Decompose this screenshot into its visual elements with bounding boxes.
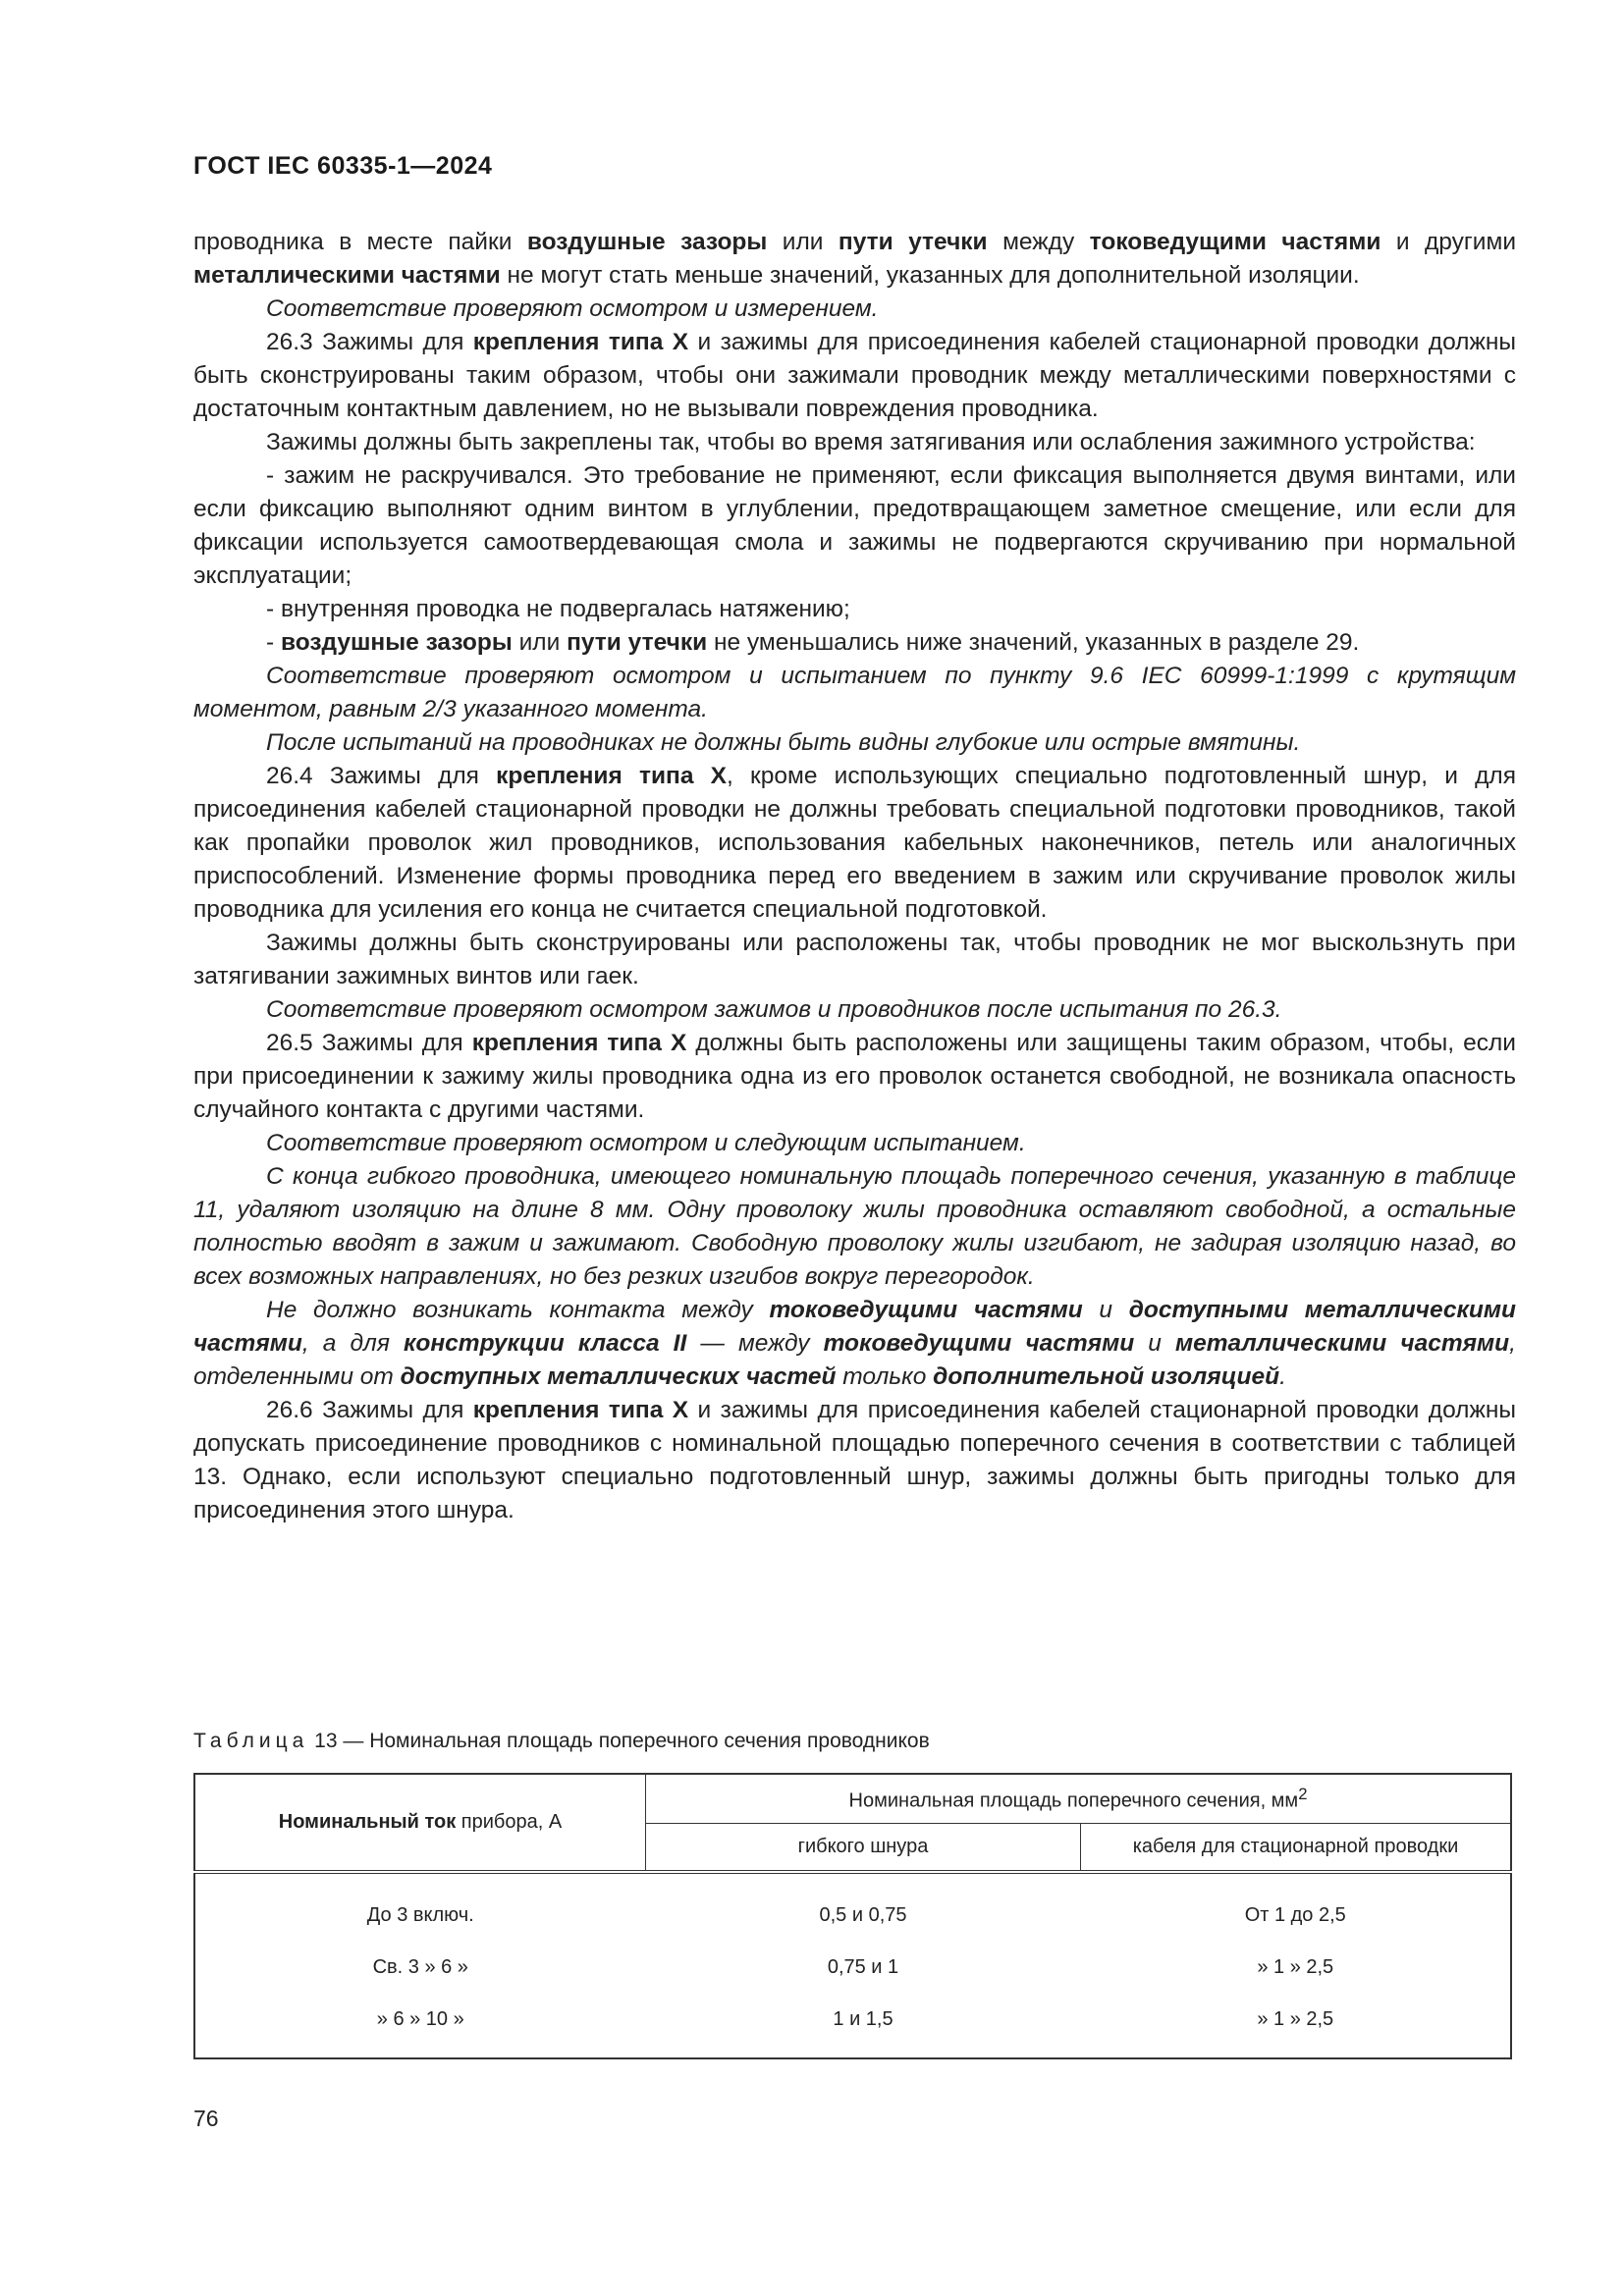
table-cell: 0,75 и 1: [827, 1956, 899, 1978]
test-description: С конца гибкого проводника, имеющего номинальную площадь поперечного сечения, указанную в таблице 11, удаляют изоляцию на длине 8 мм. Одну проволоку жилы проводника оставляют свободной, а остальные полностью вводят в зажим и зажимают. Свободную проволоку жилы изгибают, не задирая изоляцию назад, во всех возможных направлениях, но без резких изгибов вокруг перегородок.: [193, 1163, 1516, 1290]
table-row: [194, 1994, 1511, 2058]
table-cell: » 1 » 2,5: [1257, 1956, 1334, 1978]
compliance-note: Соответствие проверяют осмотром зажимов и проводников после испытания по 26.3.: [266, 996, 1282, 1023]
compliance-note: Соответствие проверяют осмотром и следующим испытанием.: [266, 1130, 1026, 1156]
list-item: - воздушные зазоры или пути утечки не уменьшались ниже значений, указанных в разделе 29.: [266, 629, 1360, 656]
document-body: [193, 226, 1516, 1527]
column-header-current: Номинальный ток прибора, А: [194, 1774, 646, 1872]
clause-26-6: 26.6 Зажимы для крепления типа X и зажимы для присоединения кабелей стационарной проводки должны допускать присоединение проводников с номинальной площадью поперечного сечения в соответствии с таблицей 13. Однако, если используют специально подготовленный шнур, зажимы должны быть пригодны только для присоединения этого шнура.: [193, 1397, 1516, 1523]
paragraph: проводника в месте пайки воздушные зазоры или пути утечки между токоведущими частями и другими металлическими частями не могут стать меньше значений, указанных для дополнительной изоляции.: [193, 229, 1517, 289]
clause-26-5: 26.5 Зажимы для крепления типа X должны быть расположены или защищены таким образом, чтобы, если при присоединении к зажиму жилы проводника одна из его проволок останется свободной, не возникала опасность случайного контакта с другими частями.: [193, 1030, 1516, 1123]
test-requirement: Не должно возникать контакта между токоведущими частями и доступными металлическими частями, а для конструкции класса II — между токоведущими частями и металлическими частями, отделенными от доступных металлических частей только дополнительной изоляцией.: [193, 1297, 1516, 1390]
table-cell: Св. 3 » 6 »: [372, 1956, 468, 1978]
clause-26-3: 26.3 Зажимы для крепления типа X и зажимы для присоединения кабелей стационарной проводки должны быть сконструированы таким образом, чтобы они зажимали проводник между металлическими поверхностями с достаточным контактным давлением, но не вызывали повреждения проводника.: [193, 329, 1516, 422]
table-cell: До 3 включ.: [366, 1904, 474, 1926]
table-caption: Таблица 13 — Номинальная площадь поперечного сечения проводников: [193, 1730, 930, 1752]
list-item: - внутренняя проводка не подвергалась натяжению;: [266, 596, 850, 622]
clause-26-4: 26.4 Зажимы для крепления типа X, кроме использующих специально подготовленный шнур, и для присоединения кабелей стационарной проводки не должны требовать специальной подготовки проводников, такой как пропайки проволок жил проводников, использования кабельных наконечников, петель или аналогичных приспособлений. Изменение формы проводника перед его введением в зажим или скручивание проволок жилы проводника для усиления его конца не считается специальной подготовкой.: [193, 763, 1516, 923]
table-13: [193, 1773, 1512, 2059]
compliance-note: Соответствие проверяют осмотром и испытанием по пункту 9.6 IEC 60999-1:1999 с крутящим моментом, равным 2/3 указанного момента.: [193, 663, 1516, 722]
table-cell: От 1 до 2,5: [1244, 1904, 1346, 1926]
paragraph: Зажимы должны быть закреплены так, чтобы во время затягивания или ослабления зажимного устройства:: [266, 429, 1476, 455]
column-header-fixed-wiring: кабеля для стационарной проводки: [1081, 1823, 1512, 1872]
table-cell: » 6 » 10 »: [376, 2008, 464, 2030]
table-cell: 1 и 1,5: [833, 2008, 893, 2030]
paragraph: Зажимы должны быть сконструированы или расположены так, чтобы проводник не мог выскользнуть при затягивании зажимных винтов или гаек.: [193, 930, 1516, 989]
table-cell: 0,5 и 0,75: [819, 1904, 907, 1926]
compliance-note: После испытаний на проводниках не должны быть видны глубокие или острые вмятины.: [266, 729, 1301, 756]
list-item: - зажим не раскручивался. Это требование не применяют, если фиксация выполняется двумя винтами, или если фиксацию выполняют одним винтом в углублении, предотвращающем заметное смещение, или если для фиксации используется самоотвердевающая смола и зажимы не подвергаются скручиванию при нормальной эксплуатации;: [193, 462, 1516, 589]
column-header-cross-section: Номинальная площадь поперечного сечения, $мм^2$: [646, 1774, 1512, 1823]
table-row: [194, 1872, 1511, 1942]
page-number: 76: [193, 2106, 219, 2131]
table-cell: » 1 » 2,5: [1257, 2008, 1334, 2030]
column-header-flexible-cord: гибкого шнура: [646, 1823, 1081, 1872]
compliance-note: Соответствие проверяют осмотром и измерением.: [266, 295, 879, 322]
table-row: [194, 1942, 1511, 1994]
document-header: ГОСТ IEC 60335-1—2024: [193, 152, 493, 180]
